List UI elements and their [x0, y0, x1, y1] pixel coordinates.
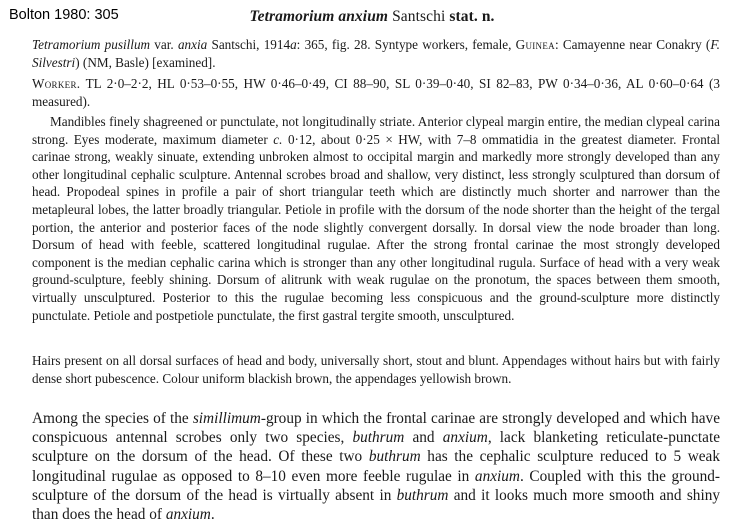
worker-heading: Worker.	[32, 76, 81, 91]
species-name: Tetramorium anxium	[249, 8, 389, 25]
description-part-2: 0·12, about 0·25 × HW, with 7–8 ommatidia in the greatest diameter. Frontal carinae strong, weakly sinuate, extending unbroken almost to occipital margin and markedly more strongly developed than any other longitudinal cephalic sculpture. Antennal scrobes broad and shallow, very distinct, less strongly sculptured than dorsum of head. Propodeal spines in profile a pair of short triangular teeth which are distinctly much shorter and narrower than the metapleural lobes, the latter broadly triangular. Petiole in profile with the dorsum of the node shorter than the height of the tergal portion, the anterior and posterior faces of the node slightly convergent dorsally. In dorsal view the node broader than long. Dorsum of head with feeble, scattered longitudinal rugulae. After the strong frontal carinae the most strongly developed component is the median cephalic carina which is stronger than any other longitudinal rugula. Surface of head with a very weak ground-sculpture, feebly shining. Dorsum of alitrunk with weak rugulae on the pronotum, the spaces between them smooth, virtually unsculptured. Posterior to this the rugulae becoming less conspicuous and the ground-sculpture more distinctly punctulate. Petiole and postpetiole punctulate, the first gastral tergite smooth, unsculptured.	[32, 131, 720, 323]
discussion-text: Among the species of the	[32, 410, 193, 427]
status-note: stat. n.	[449, 8, 495, 25]
citation-letter: a	[290, 37, 297, 52]
synonymy-paragraph	[32, 36, 720, 71]
discussion-text: .	[210, 506, 215, 524]
pilosity-text: Hairs present on all dorsal surfaces of head and body, universally short, stout and blunt. Appendages without hairs but with fairly dense short pubescence. Colour uniform blackish brown, the appendages yellowish brown.	[32, 353, 720, 386]
species-name-ref: anxium	[474, 467, 520, 485]
discussion-text: . Coupled with this the ground-sculpture of the dorsum of the head is virtually absent in	[32, 467, 720, 504]
discussion-text: has the cephalic sculpture reduced to 5 weak longitudinal rugulae as opposed to 8–10 even more feeble rugulae in	[32, 448, 720, 485]
description-part-1: Mandibles finely shagreened or punctulate, not longitudinally striate. Anterior clypeal margin entire, the median clypeal carina strong. Eyes moderate, maximum diameter	[32, 114, 720, 147]
discussion-text: , lack blanketing reticulate-punctate sculpture on the dorsum of the head. Of these two	[32, 429, 721, 466]
pilosity-colour-paragraph	[32, 352, 720, 387]
discussion-text: -group in which the frontal carinae are strongly developed and which have conspicuous antennal scrobes only two species,	[32, 410, 720, 447]
species-name-ref: buthrum	[352, 429, 405, 447]
discussion-text: and it looks much more smooth and shiny than does the head of	[32, 486, 720, 524]
var-text: var.	[150, 37, 178, 52]
species-author: Santschi	[392, 8, 446, 25]
species-group-name: simillimum	[192, 410, 261, 427]
worker-description-paragraph	[32, 113, 720, 324]
synonym-name: Tetramorium pusillum	[32, 37, 151, 52]
country-name: Guinea	[515, 37, 555, 52]
species-name-ref: buthrum	[368, 448, 421, 466]
discussion-paragraph	[32, 409, 720, 524]
worker-measurements: TL 2·0–2·2, HL 0·53–0·55, HW 0·46–0·49, CI 88–90, SL 0·39–0·40, SI 82–83, PW 0·34–0·36, AL 0·60–0·64 (3 measured).	[32, 76, 720, 109]
deposit-text: ) (NM, Basle) [examined].	[75, 54, 216, 70]
var-name: anxia	[177, 37, 208, 52]
source-citation-label: Bolton 1980: 305	[9, 7, 119, 23]
synonym-citation: Santschi, 1914	[207, 37, 291, 52]
synonym-details: : 365, fig. 28. Syntype workers, female,	[296, 37, 516, 52]
discussion-text: and	[404, 429, 443, 447]
species-name-ref: anxium	[165, 506, 211, 524]
circa-abbrev: c.	[273, 131, 283, 147]
species-name-ref: buthrum	[396, 486, 449, 504]
collector-name: F. Silvestri	[32, 37, 720, 70]
worker-measurements-paragraph	[32, 75, 720, 110]
species-title	[0, 8, 744, 26]
locality-text: : Camayenne near Conakry (	[554, 37, 711, 52]
species-name-ref: anxium	[442, 429, 488, 447]
